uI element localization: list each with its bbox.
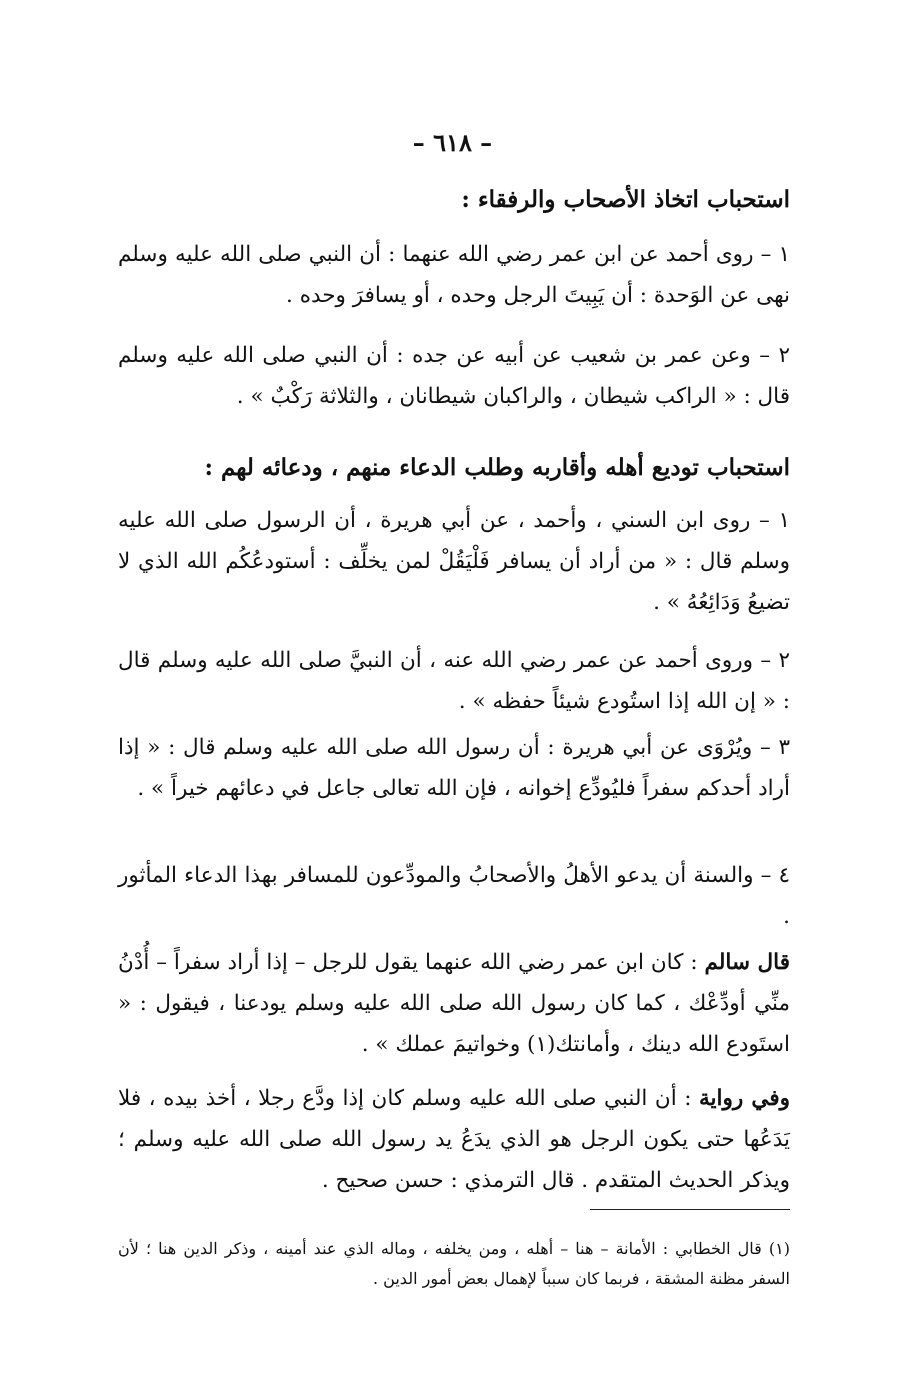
paragraph-salem [118,942,790,1065]
footnote-divider [590,1209,790,1210]
section-heading-farewell: استحباب توديع أهله وأقاربه وطلب الدعاء منهم ، ودعائه لهم : [204,454,790,481]
section-heading-companions: استحباب اتخاذ الأصحاب والرفقاء : [461,186,790,213]
paragraph-riwaya [118,1078,790,1201]
paragraph-2-4: ٤ – والسنة أن يدعو الأهلُ والأصحابُ والمودِّعون للمسافر بهذا الدعاء المأثور . [118,863,790,929]
paragraph-2-2: ٢ – وروى أحمد عن عمر رضي الله عنه ، أن النبيَّ صلى الله عليه وسلم قال : « إن الله إذا استُودع شيئاً حفظه » . [118,648,790,714]
salem-text: : كان ابن عمر رضي الله عنهما يقول للرجل – إذا أراد سفراً – أُدْنُ منِّي أودِّعْك ، كما كان رسول الله صلى الله عليه وسلم يودعنا ، فيقول : « استَودع الله دينك ، وأمانتك(١) وخواتيمَ عملك » . [118,950,790,1057]
riwaya-text: : أن النبي صلى الله عليه وسلم كان إذا ودَّع رجلا ، أخذ بيده ، فلا يَدَعُها حتى يكون الرجل هو الذي يدَعُ يد رسول الله صلى الله عليه وسلم ؛ ويذكر الحديث المتقدم . قال الترمذي : حسن صحيح . [118,1086,790,1193]
riwaya-lead: وفي رواية [698,1086,790,1111]
paragraph-2-3: ٣ – ويُرْوَى عن أبي هريرة : أن رسول الله صلى الله عليه وسلم قال : « إذا أراد أحدكم سفراً فليُودِّع إخوانه ، فإن الله تعالى جاعل في دعائهم خيراً » . [118,735,790,801]
paragraph-1-2: ٢ – وعن عمر بن شعيب عن أبيه عن جده : أن النبي صلى الله عليه وسلم قال : « الراكب شيطان ، والراكبان شيطانان ، والثلاثة رَكْبٌ » . [118,343,790,409]
paragraph-1-1: ١ – روى أحمد عن ابن عمر رضي الله عنهما : أن النبي صلى الله عليه وسلم نهى عن الوَحدة : أن يَبِيتَ الرجل وحده ، أو يسافرَ وحده . [118,242,790,308]
paragraph-2-1: ١ – روى ابن السني ، وأحمد ، عن أبي هريرة ، أن الرسول صلى الله عليه وسلم قال : « من أراد أن يسافر فَلْيَقُلْ لمن يخلِّف : أستودعُكُم الله الذي لا تضيعُ وَدَائِعُهُ » . [118,508,790,615]
page-number: – ٦١٨ – [412,128,493,157]
salem-lead: قال سالم [704,950,790,975]
footnote: (١) قال الخطابي : الأمانة – هنا – أهله ، ومن يخلفه ، وماله الذي عند أمينه ، وذكر الدين هنا ؛ لأن السفر مظنة المشقة ، فربما كان سبباً لإهمال بعض أمور الدين . [118,1239,790,1288]
